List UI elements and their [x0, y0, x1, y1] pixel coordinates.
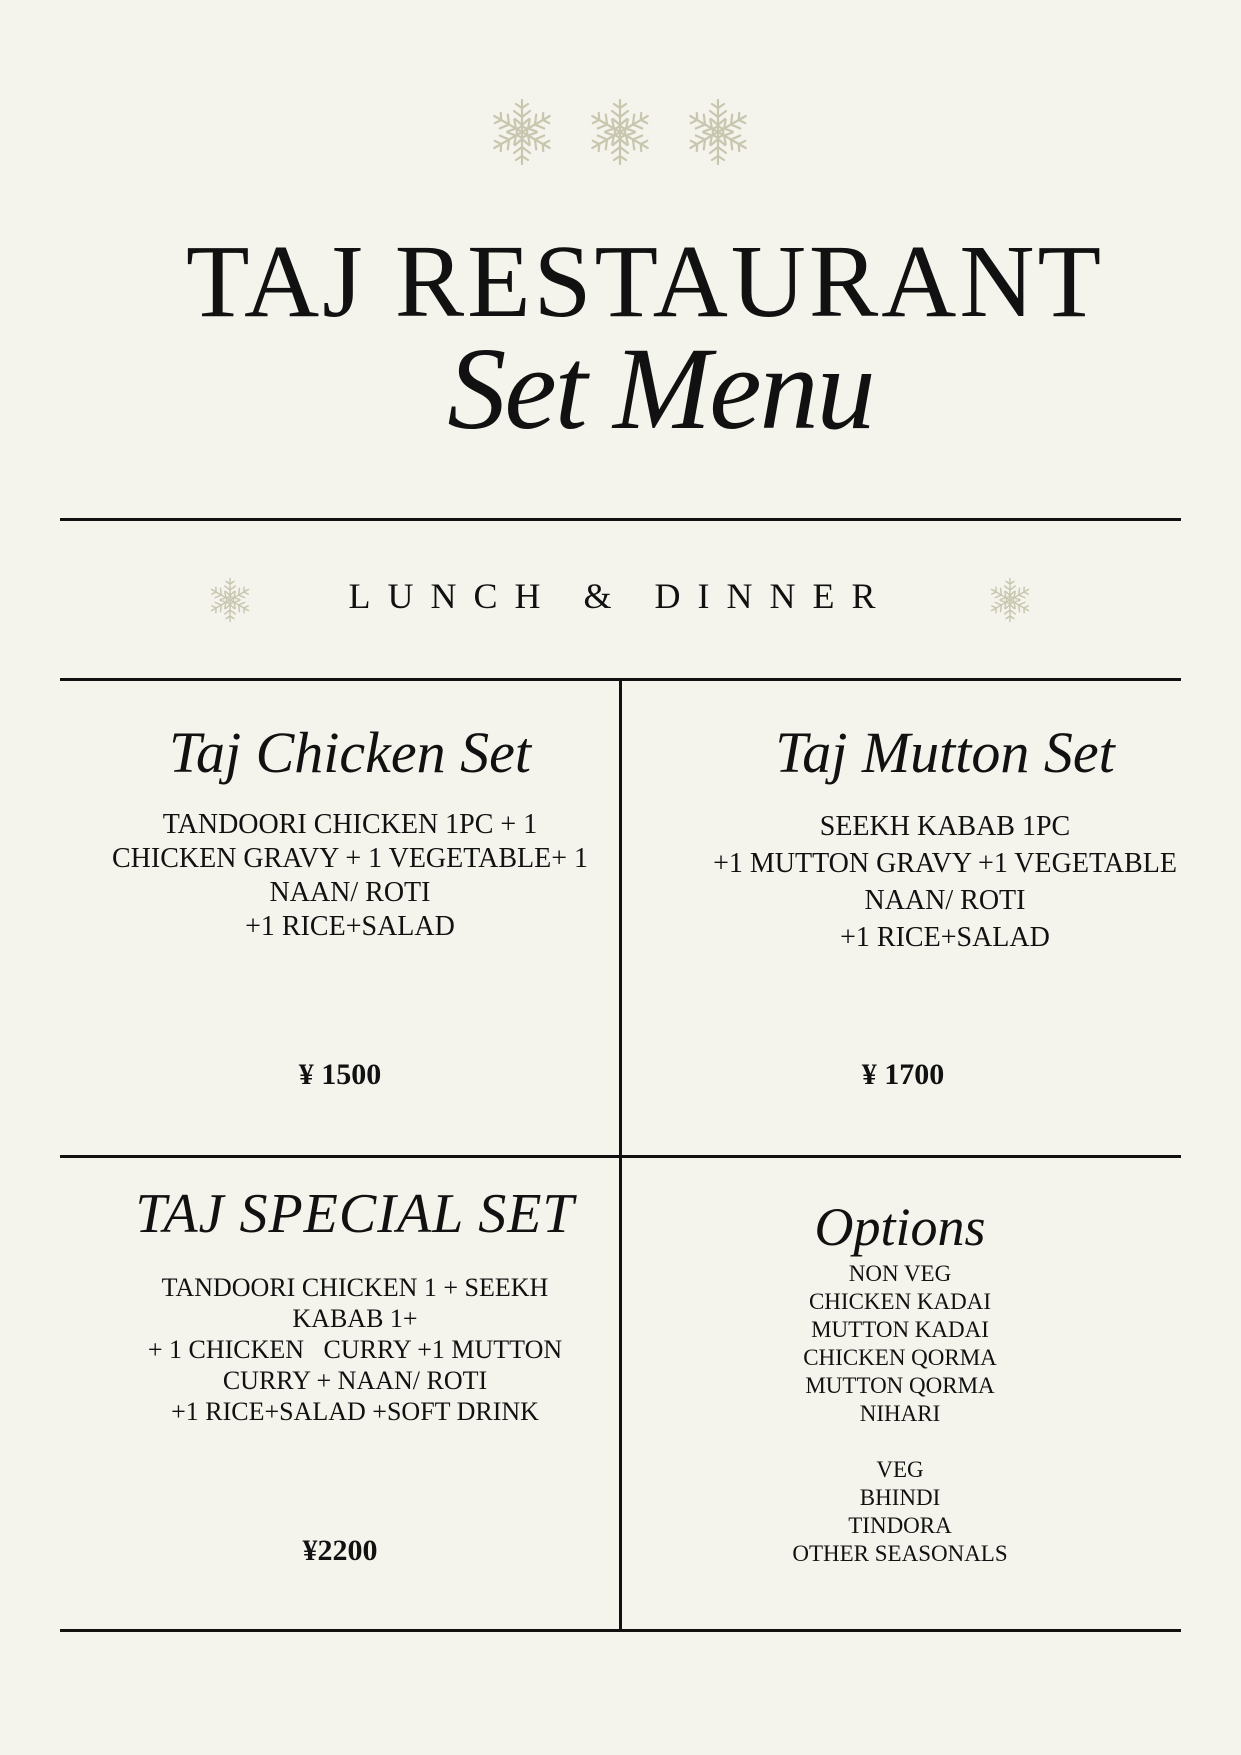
- list-item: TINDORA: [848, 1513, 952, 1538]
- snowflake-icon: [986, 576, 1034, 624]
- set-line: NAAN/ ROTI: [864, 885, 1026, 916]
- special-set-card: [60, 1183, 650, 1427]
- divider-top: [60, 518, 1181, 521]
- set-price: ¥ 1500: [298, 1058, 382, 1091]
- set-line: +1 MUTTON GRAVY +1 VEGETABLE: [713, 848, 1177, 879]
- set-line: CURRY + NAAN/ ROTI: [222, 1366, 488, 1395]
- set-name: TAJ SPECIAL SET: [135, 1183, 575, 1245]
- set-name: Taj Chicken Set: [169, 720, 531, 785]
- options-card: [640, 1197, 1160, 1568]
- list-item: NIHARI: [859, 1401, 941, 1426]
- set-line: SEEKH KABAB 1PC: [819, 811, 1071, 842]
- options-title: Options: [814, 1197, 986, 1257]
- set-line: +1 RICE+SALAD +SOFT DRINK: [171, 1397, 539, 1426]
- set-line: +1 RICE+SALAD: [840, 922, 1050, 953]
- set-contents: [640, 808, 1241, 956]
- snowflake-icon: [682, 96, 754, 168]
- list-item: BHINDI: [859, 1485, 941, 1510]
- list-item: CHICKEN KADAI: [808, 1289, 992, 1314]
- set-line: +1 RICE+SALAD: [245, 911, 455, 942]
- restaurant-title: TAJ RESTAURANT: [185, 224, 1105, 339]
- set-line: CHICKEN GRAVY + 1 VEGETABLE+ 1: [111, 843, 589, 874]
- options-heading-veg: VEG: [876, 1457, 924, 1482]
- list-item: MUTTON QORMA: [805, 1373, 995, 1398]
- list-item: CHICKEN QORMA: [803, 1345, 997, 1370]
- mutton-set-card: [640, 720, 1241, 956]
- set-contents: [60, 1272, 650, 1427]
- spacer: [640, 1428, 1160, 1456]
- set-line: + 1 CHICKEN CURRY +1 MUTTON: [147, 1335, 563, 1364]
- snowflake-icon: [486, 96, 558, 168]
- options-heading-non-veg: NON VEG: [848, 1261, 952, 1286]
- set-price: ¥ 1700: [861, 1058, 945, 1091]
- set-line: TANDOORI CHICKEN 1PC + 1: [162, 809, 538, 840]
- menu-subtitle: Set Menu: [447, 323, 874, 454]
- list-item: OTHER SEASONALS: [792, 1541, 1008, 1566]
- snowflake-decoration-row: [486, 96, 756, 176]
- set-line: TANDOORI CHICKEN 1 + SEEKH: [161, 1273, 549, 1302]
- set-line: NAAN/ ROTI: [269, 877, 431, 908]
- options-list: [640, 1260, 1160, 1568]
- set-contents: [60, 808, 640, 944]
- set-name: Taj Mutton Set: [775, 720, 1115, 785]
- set-line: KABAB 1+: [292, 1304, 418, 1333]
- list-item: MUTTON KADAI: [811, 1317, 989, 1342]
- snowflake-icon: [584, 96, 656, 168]
- set-price: ¥2200: [302, 1534, 378, 1567]
- section-label: LUNCH & DINNER: [348, 576, 893, 616]
- chicken-set-card: [60, 720, 640, 944]
